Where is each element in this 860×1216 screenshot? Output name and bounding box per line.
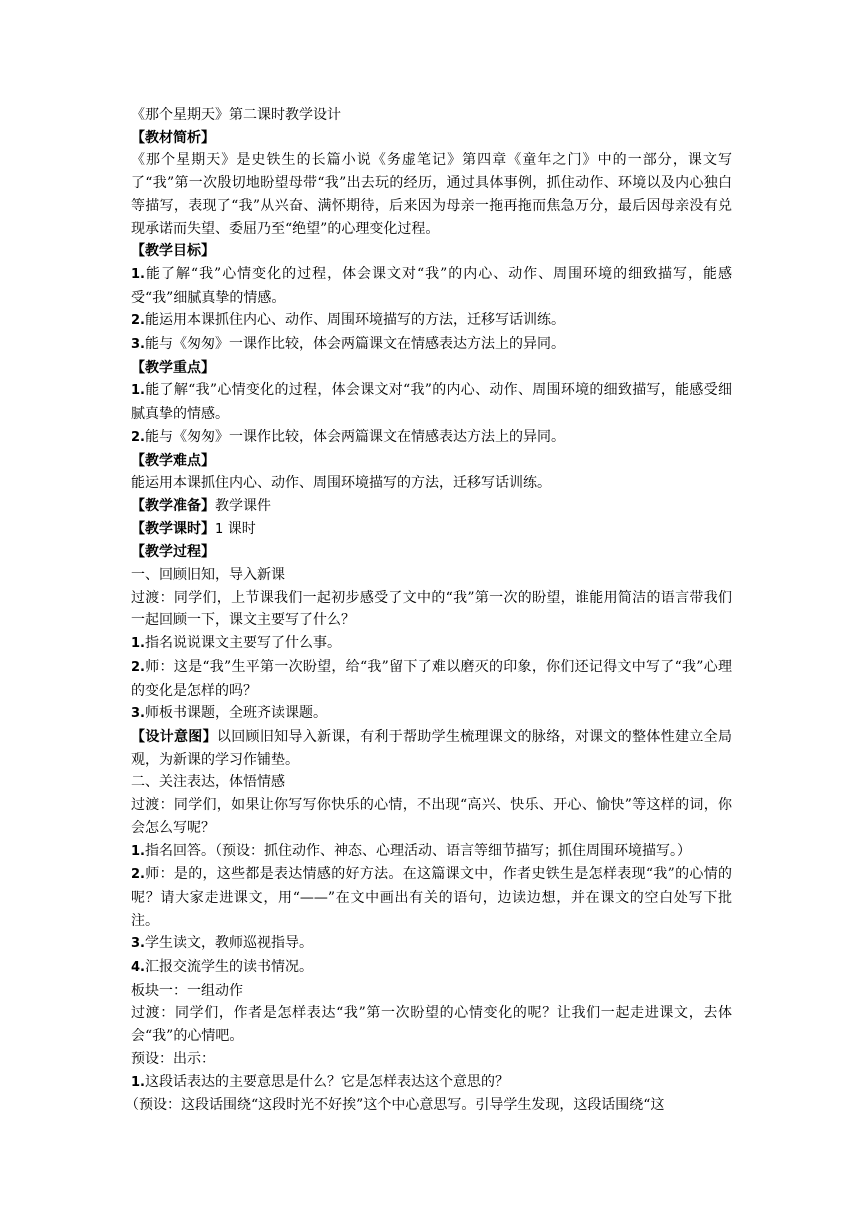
list-item: 2.师：这是“我”生平第一次盼望，给“我”留下了难以磨灭的印象，你们还记得文中写了“我”心理的变化是怎样的吗？ <box>131 658 732 699</box>
list-item: 2.师：是的，这些都是表达情感的好方法。在这篇课文中，作者史铁生是怎样表现“我”的心情的呢？请大家走进课文，用“——”在文中画出有关的语句，边读边想，并在课文的空白处写下批注。 <box>131 866 732 929</box>
paragraph: （预设：这段话围绕“这段时光不好挨”这个中心意思写。引导学生发现，这段话围绕“这 <box>125 1097 665 1114</box>
list-item: 1.这段话表达的主要意思是什么？它是怎样表达这个意思的？ <box>131 1073 509 1090</box>
document-body <box>125 104 733 1117</box>
paragraph: 过渡：同学们，作者是怎样表达“我”第一次盼望的心情变化的呢？让我们一起走进课文，去体会“我”的心情吧。 <box>131 1005 732 1045</box>
document-title: 《那个星期天》第二课时教学设计 <box>131 107 341 123</box>
list-item: 1.指名回答。（预设：抓住动作、神态、心理活动、语言等细节描写；抓住周围环境描写。） <box>131 842 691 859</box>
design-intent: 【设计意图】以回顾旧知导入新课，有利于帮助学生梳理课文的脉络，对课文的整体性建立全局观，为新课的学习作铺垫。 <box>131 728 733 768</box>
block-heading: 板块一：一组动作 <box>131 982 243 999</box>
list-item: 4.汇报交流学生的读书情况。 <box>131 959 313 976</box>
paragraph: 《那个星期天》是史铁生的长篇小说《务虚笔记》第四章《童年之门》中的一部分，课文写了“我”第一次殷切地盼望母带“我”出去玩的经历，通过具体事例，抓住动作、环境以及内心独白等描写，表现了“我”从兴奋、满怀期待，后来因为母亲一拖再拖而焦急万分，最后因母亲没有兑现承诺而失望、委屈乃至“绝望”的心理变化过程。 <box>131 152 732 237</box>
section-heading: 【教学目标】 <box>131 243 215 260</box>
section-heading: 【教材简析】 <box>131 129 215 146</box>
section-heading: 【教学课时】1 课时 <box>131 520 256 537</box>
list-item: 3.师板书课题，全班齐读课题。 <box>131 705 327 722</box>
list-item: 1.能了解“我”心情变化的过程，体会课文对“我”的内心、动作、周围环境的细致描写，能感受“我”细腻真挚的情感。 <box>131 265 732 306</box>
step-heading: 二、关注表达，体悟情感 <box>131 774 285 791</box>
list-item: 1.能了解“我”心情变化的过程，体会课文对“我”的内心、动作、周围环境的细致描写，能感受细腻真挚的情感。 <box>131 382 732 423</box>
paragraph: 能运用本课抓住内心、动作、周围环境描写的方法，迁移写话训练。 <box>131 475 551 492</box>
list-item: 3.能与《匆匆》一课作比较，体会两篇课文在情感表达方法上的异同。 <box>131 336 565 353</box>
list-item: 3.学生读文，教师巡视指导。 <box>131 935 313 952</box>
paragraph: 过渡：同学们，如果让你写写你快乐的心情，不出现“高兴、快乐、开心、愉快”等这样的词，你会怎么写呢？ <box>131 797 732 836</box>
step-heading: 一、回顾旧知，导入新课 <box>131 567 285 584</box>
section-heading: 【教学重点】 <box>131 359 215 376</box>
paragraph: 预设：出示： <box>131 1050 215 1067</box>
list-item: 2.能与《匆匆》一课作比较，体会两篇课文在情感表达方法上的异同。 <box>131 428 565 445</box>
section-heading: 【教学准备】教学课件 <box>131 497 271 514</box>
section-heading: 【教学过程】 <box>131 544 215 561</box>
section-heading: 【教学难点】 <box>131 452 215 469</box>
list-item: 1.指名说说课文主要写了什么事。 <box>131 635 341 652</box>
list-item: 2.能运用本课抓住内心、动作、周围环境描写的方法，迁移写话训练。 <box>131 312 565 329</box>
paragraph: 过渡：同学们，上节课我们一起初步感受了文中的“我”第一次的盼望，谁能用简洁的语言带我们一起回顾一下，课文主要写了什么？ <box>131 589 732 629</box>
